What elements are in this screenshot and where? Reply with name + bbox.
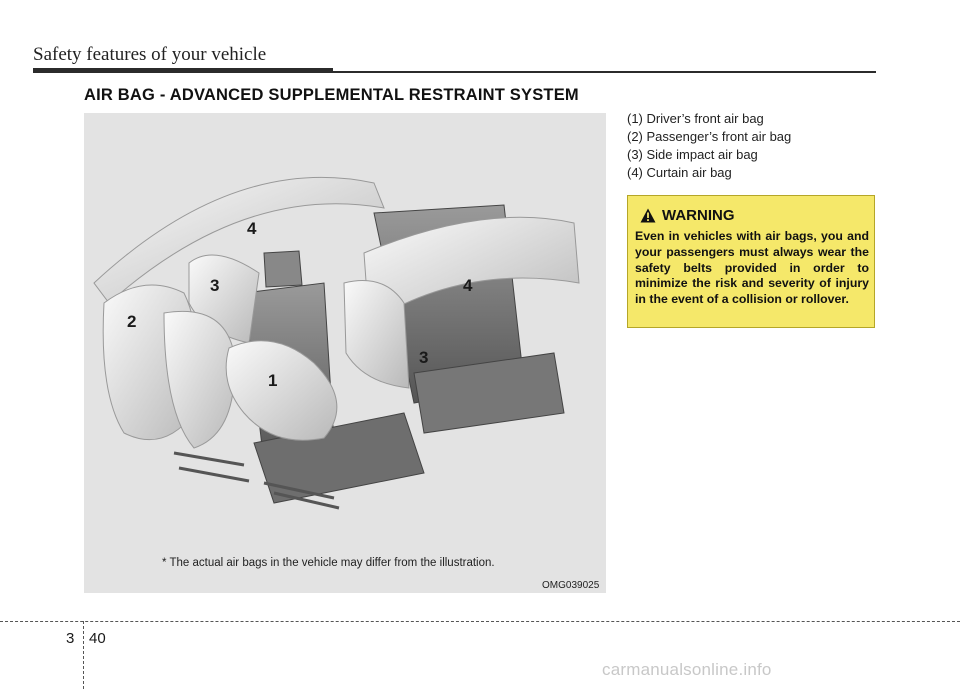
- callout-4-rear: 4: [463, 276, 473, 295]
- airbag-drawing: [84, 113, 606, 593]
- warning-title: WARNING: [662, 207, 735, 224]
- header-rule-thin: [333, 71, 876, 73]
- footer-divider: [0, 621, 960, 622]
- legend-item: (3) Side impact air bag: [627, 147, 758, 162]
- warning-header: [640, 207, 735, 224]
- callout-3-rear: 3: [419, 348, 429, 367]
- header-rule-thick: [33, 68, 333, 73]
- airbag-legend: [627, 110, 791, 182]
- legend-item: (4) Curtain air bag: [627, 165, 732, 180]
- legend-item: (2) Passenger’s front air bag: [627, 129, 792, 144]
- warning-box: [627, 195, 875, 328]
- callout-4-front: 4: [247, 219, 257, 238]
- illustration-footnote: * The actual air bags in the vehicle may differ from the illustration.: [162, 557, 495, 569]
- warning-triangle-icon: [640, 208, 656, 223]
- callout-3-front: 3: [210, 276, 220, 295]
- footer-vertical-divider: [83, 621, 84, 689]
- image-code: OMG039025: [542, 580, 600, 591]
- warning-text: Even in vehicles with air bags, you and your passengers must always wear the safety belts provided in order to minimize the risk and severity of injury in the event of a collision or rollover.: [635, 229, 869, 307]
- page-header-title: Safety features of your vehicle: [33, 44, 267, 65]
- airbag-illustration: [84, 113, 606, 593]
- callout-1: 1: [268, 371, 278, 390]
- legend-item: (1) Driver’s front air bag: [627, 111, 764, 126]
- watermark: carmanualsonline.info: [602, 660, 772, 679]
- callout-2: 2: [127, 312, 137, 331]
- section-heading: AIR BAG - ADVANCED SUPPLEMENTAL RESTRAINT SYSTEM: [84, 86, 579, 104]
- chapter-number: 3: [66, 630, 75, 647]
- page-number: 40: [89, 630, 106, 647]
